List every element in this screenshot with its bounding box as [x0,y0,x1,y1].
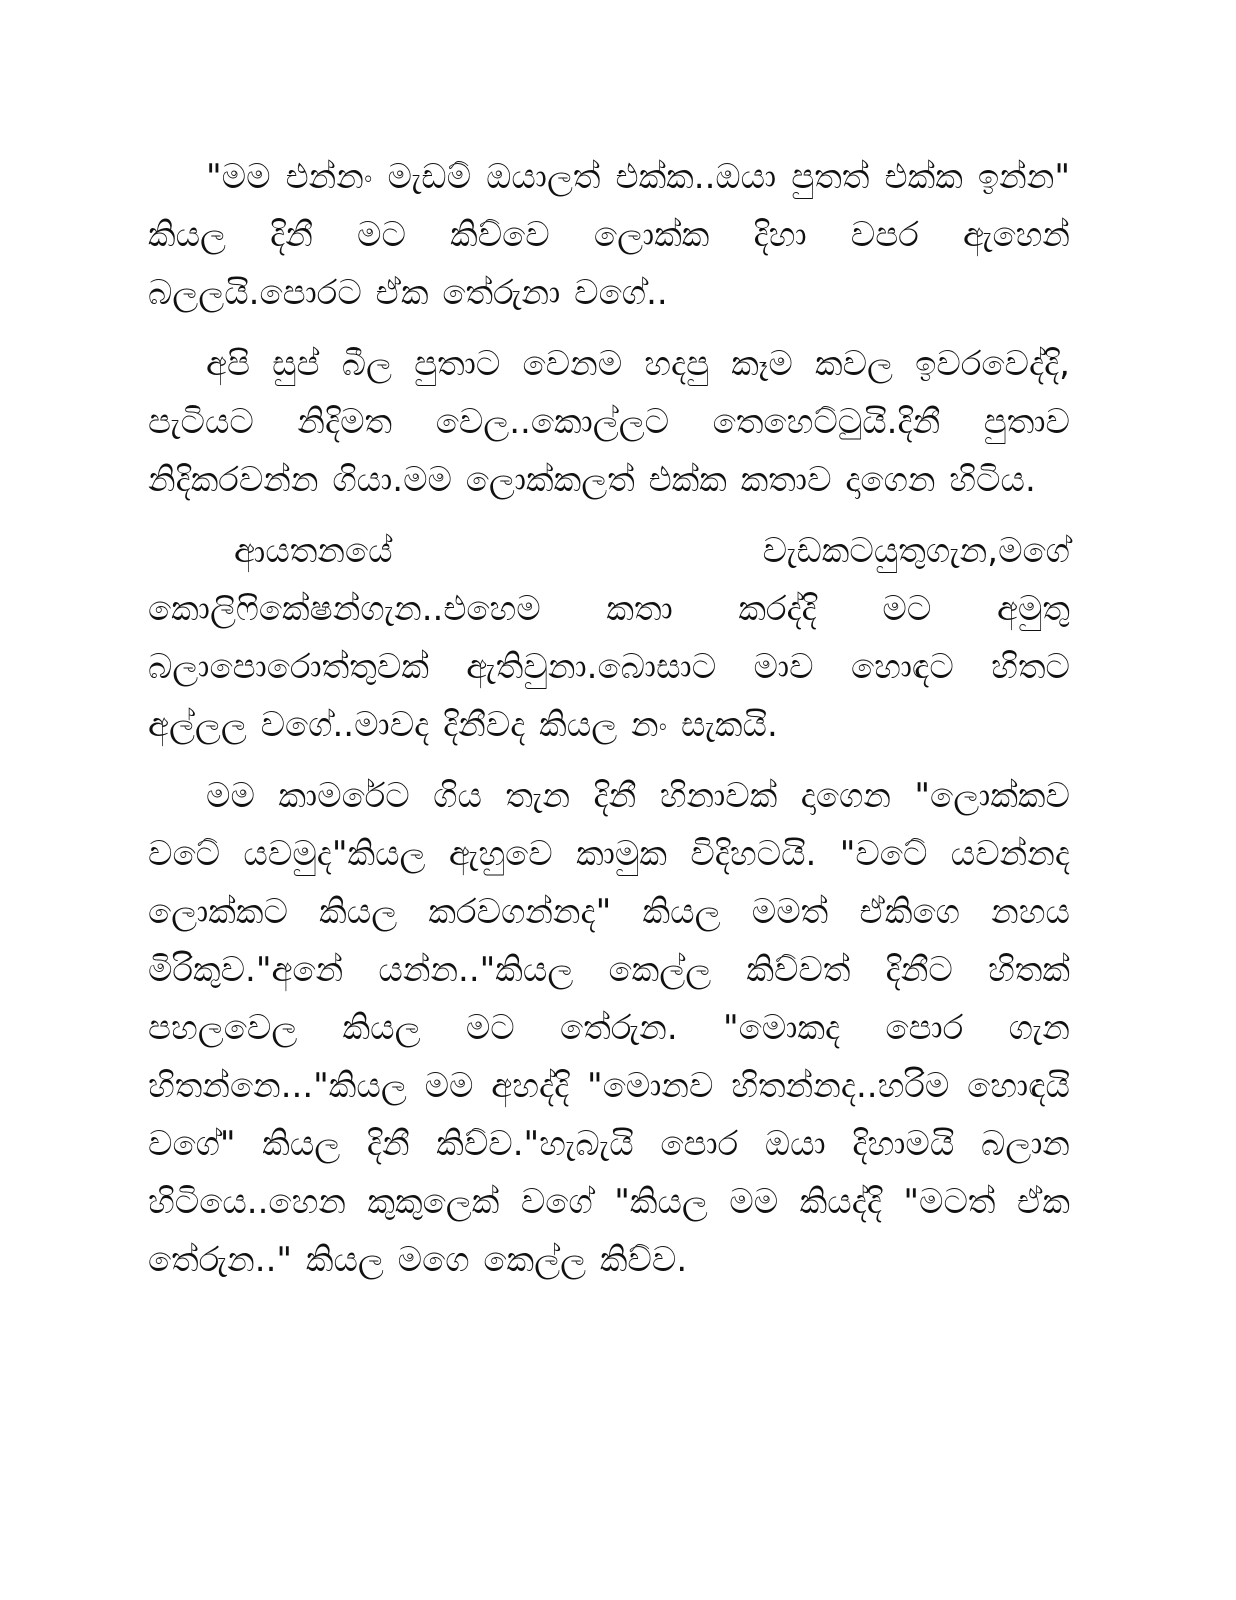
paragraph-4: මම කාමරේට ගිය තැන දිනී හිනාවක් දාගෙන "ලොක්කව වටේ යවමුද"කියල ඇහුවෙ කාමුක විදිහටයි. "වටේ යවන්නද ලොක්කට කියල කරවගන්නද" කියල මමත් ඒකිගෙ නහය මිරිකුව."අනේ යන්න.."කියල කෙල්ල කිව්වත් දිනීට හිතක් පහලවෙල කියල මට තේරුන. "මොකද පොර ගැන හිතන්නෙ..."කියල මම අහද්දි "මොනව හිතන්නද..හරිම හොඳයි වගේ" කියල දිනී කිව්ව."හැබැයි පොර ඔයා දිහාමයි බලාන හිටියෙ..හෙන කුකුලෙක් වගේ "කියල මම කියද්දි "මටත් ඒක තේරුන.." කියල මගෙ කෙල්ල කිව්ව. [148,776,1070,1280]
document-page [148,148,1070,1302]
paragraph-2: අපි සුප් බීල පුතාට වෙනම හදපු කෑම කවල ඉවරවෙද්දි, පැටියට නිදිමත වෙල..කොල්ලට තෙහෙට්ටුයි.දිනී පුතාව නිදිකරවන්න ගියා.මම ලොක්කලත් එක්ක කතාව දාගෙන හිටිය. [148,344,1070,500]
paragraph-3: ආයතනයේ වැඩකටයුතුගැන,මගේ කොලිෆිකේෂන්ගැන..එහෙම කතා කරද්දි මට අමුතු බලාපොරොත්තුවක් ඇතිවුනා.බොසාට මාව හොඳට හිතට අල්ලල වගේ..මාවද දිනීවද කියල නං සැකයි. [148,531,1070,745]
paragraph-1: "මම එන්නං මැඩම් ඔයාලත් එක්ක..ඔයා පුතත් එක්ක ඉන්න" කියල දිනී මට කිව්වෙ ලොක්ක දිහා වපර ඇහෙන් බලලයි.පොරට ඒක තේරුනා වගේ.. [148,157,1070,313]
